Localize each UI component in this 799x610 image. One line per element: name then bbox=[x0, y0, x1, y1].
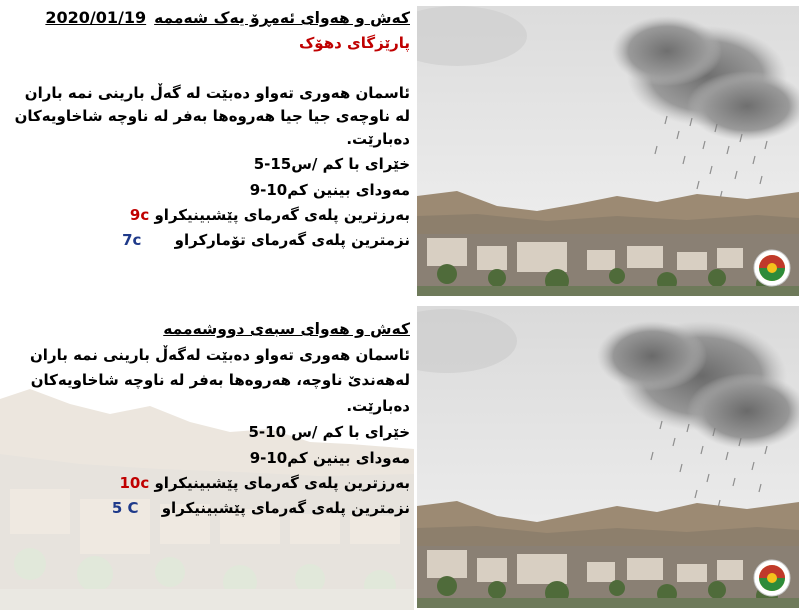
wind-speed-value: 5-10 کم /س bbox=[248, 423, 344, 441]
description-line-1: ئاسمان هەوری تەواو دەبێت لەگەڵ بارینی نمە باران bbox=[30, 346, 410, 364]
panel-title: کەش و هەوای سبەی دووشەممە bbox=[163, 320, 410, 338]
forecast-panel-tomorrow bbox=[0, 304, 799, 610]
max-temp-row: بەرزترین پلەی گەرمای پێشبینیکراو 9c bbox=[129, 206, 410, 224]
wind-speed-row: خێرای با 5-15کم /س bbox=[253, 155, 410, 173]
visibility-value: 9-10کم bbox=[249, 449, 308, 467]
description-line-3: دەبارێت. bbox=[346, 130, 410, 148]
weather-logo-icon bbox=[754, 560, 790, 596]
panel-title: کەش و هەوای ئەمڕۆ یەک شەممە2020/01/19 bbox=[45, 8, 410, 27]
wind-speed-row: خێرای با 5-10 کم /س bbox=[248, 423, 410, 441]
max-temp-value: 9c bbox=[129, 206, 150, 224]
wind-speed-value: 5-15کم /س bbox=[253, 155, 344, 173]
min-temp-value: 5 C bbox=[111, 499, 139, 517]
max-temp-row: بەرزترین پلەی گەرمای پێشبینیکراو 10c bbox=[119, 474, 410, 492]
forecast-date: 2020/01/19 bbox=[45, 8, 147, 27]
forecast-panel-today bbox=[0, 0, 799, 300]
min-temp-value: 7c bbox=[122, 231, 142, 249]
description-line-1: ئاسمان هەوری تەواو دەبێت لە گەڵ بارینی نمە باران bbox=[24, 84, 410, 102]
description-line-3: دەبارێت. bbox=[346, 397, 410, 415]
visibility-row: مەودای بینین 9-10کم bbox=[249, 449, 410, 467]
min-temp-row: نزمترین پلەی گەرمای تۆمارکراو 7c bbox=[122, 231, 410, 249]
rain-cloud-city-photo bbox=[417, 6, 799, 296]
location-label: پارێزگای دهۆک bbox=[298, 34, 410, 52]
rain-cloud-city-photo bbox=[417, 306, 799, 608]
description-line-2: لە ناوچەی جیا جیا هەروەها بەفر لە ناوچە شاخاویەکان bbox=[14, 107, 410, 125]
max-temp-value: 10c bbox=[119, 474, 150, 492]
visibility-value: 9-10کم bbox=[249, 181, 308, 199]
min-temp-row: نزمترین پلەی گەرمای پێشبینیکراو 5 C bbox=[111, 499, 410, 517]
forecast-text-tomorrow bbox=[0, 304, 414, 610]
description-line-2: لەهەندێ ناوچە، هەروەها بەفر لە ناوچە شاخاویەکان bbox=[30, 371, 410, 389]
weather-logo-icon bbox=[754, 250, 790, 286]
visibility-row: مەودای بینین 9-10کم bbox=[249, 181, 410, 199]
forecast-text-today bbox=[0, 0, 414, 300]
